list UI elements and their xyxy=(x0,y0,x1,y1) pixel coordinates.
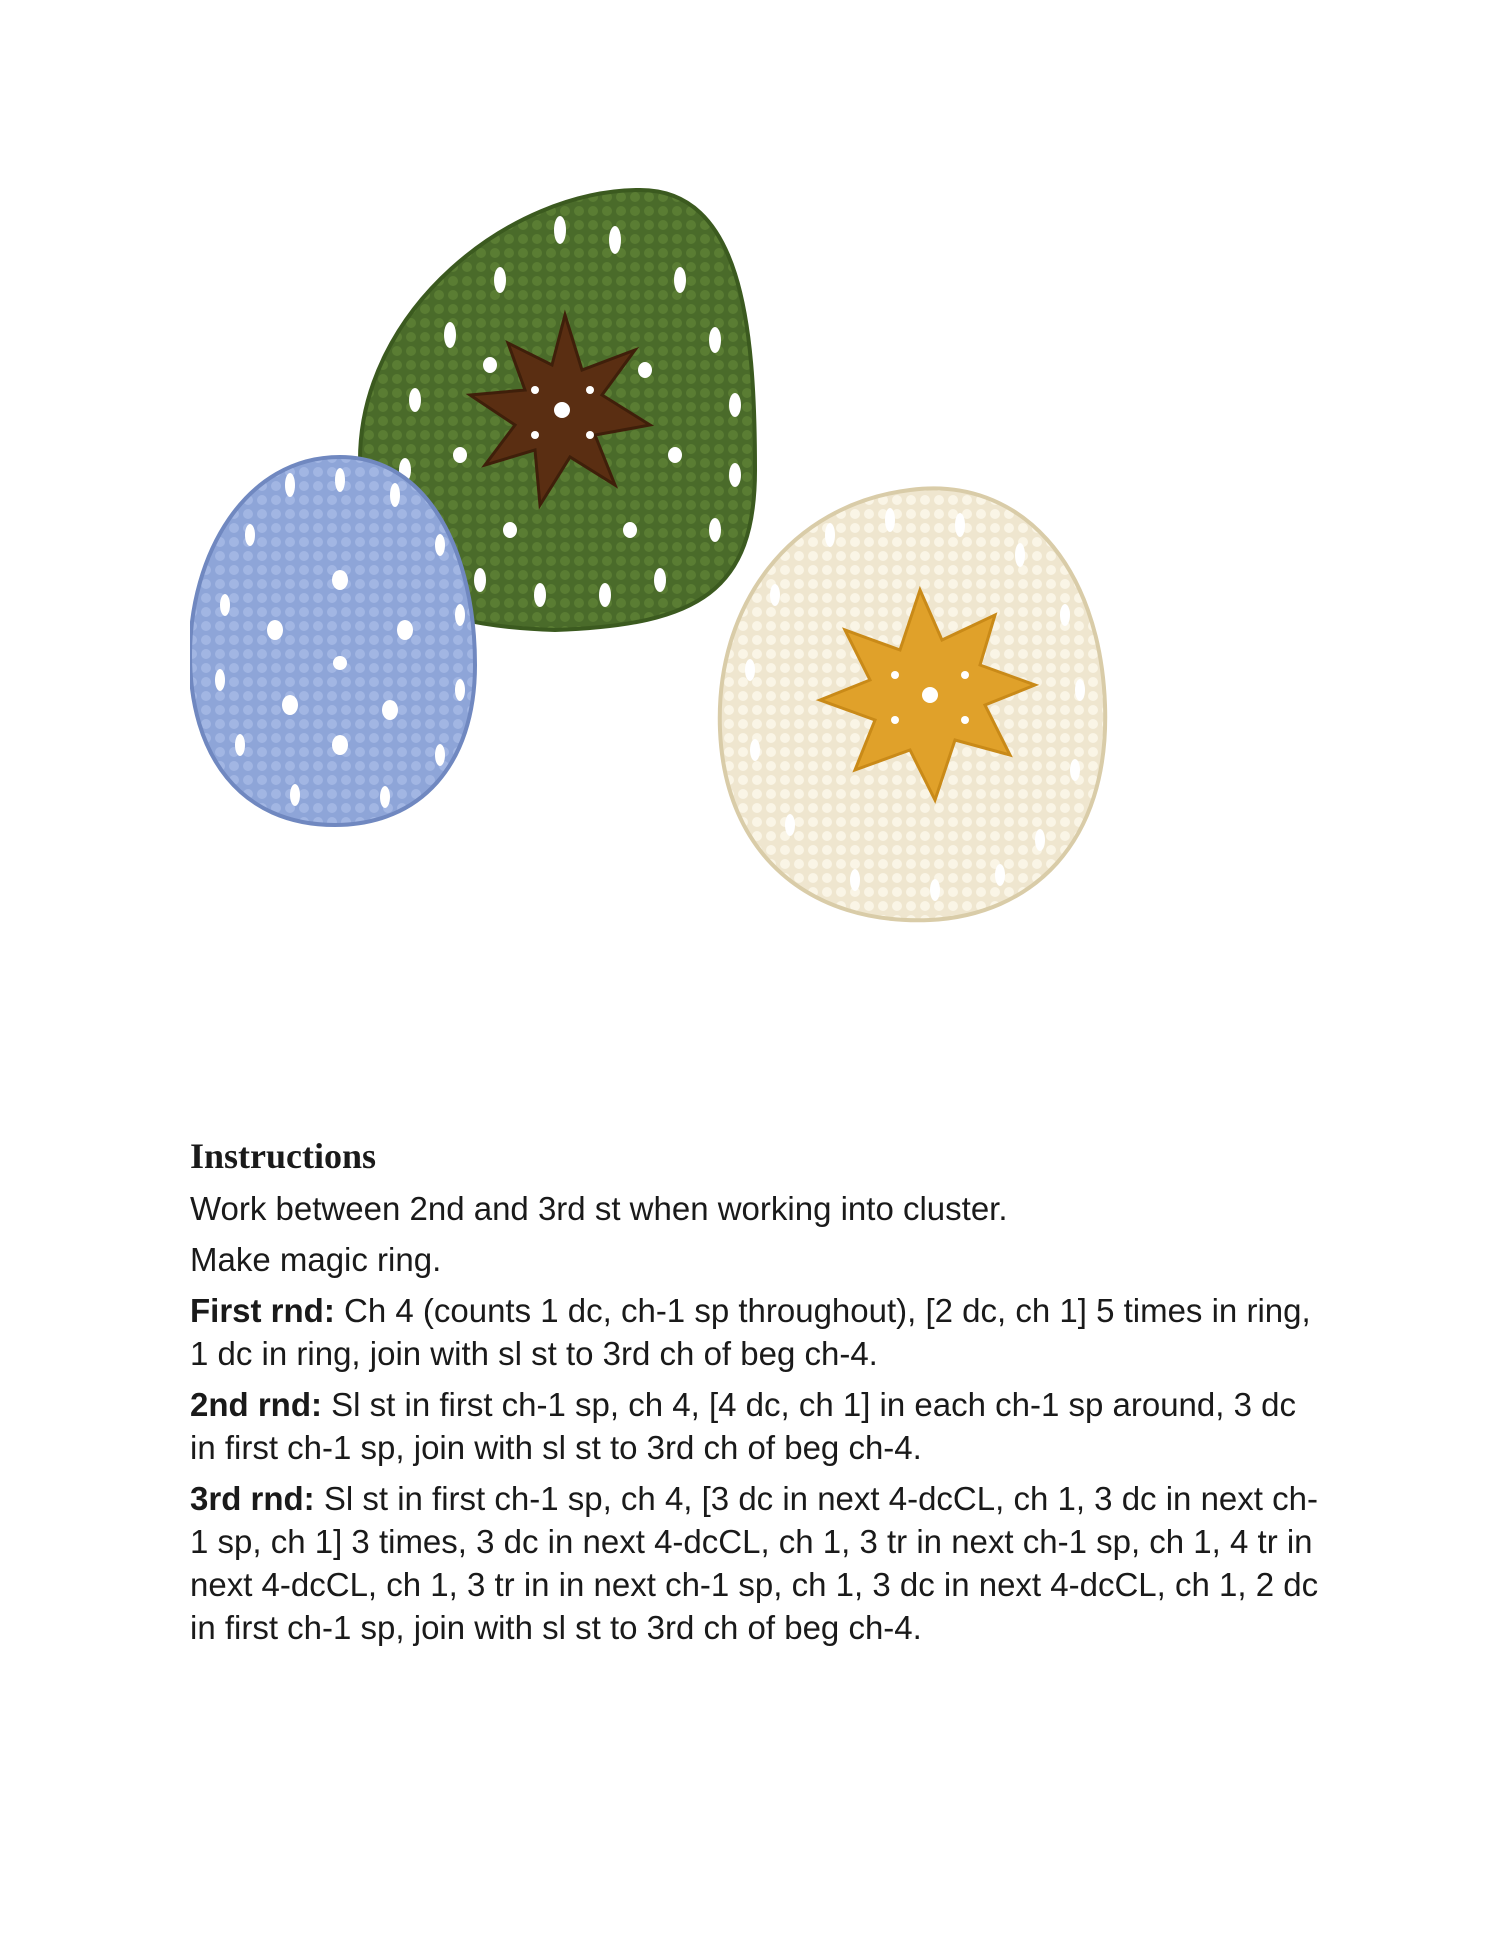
round-2-label: 2nd rnd: xyxy=(190,1386,322,1423)
round-2 xyxy=(190,1383,1320,1469)
round-1-text: Ch 4 (counts 1 dc, ch-1 sp throughout), [2 dc, ch 1] 5 times in ring, 1 dc in ring, join with sl st to 3rd ch of beg ch-4. xyxy=(190,1292,1311,1372)
round-1 xyxy=(190,1289,1320,1375)
intro-note: Work between 2nd and 3rd st when working into cluster. xyxy=(190,1190,1008,1227)
round-1-label: First rnd: xyxy=(190,1292,335,1329)
round-2-text: Sl st in first ch-1 sp, ch 4, [4 dc, ch 1] in each ch-1 sp around, 3 dc in first ch-1 sp, join with sl st to 3rd ch of beg ch-4. xyxy=(190,1386,1296,1466)
instructions-heading: Instructions xyxy=(190,1136,377,1176)
round-3-text: Sl st in first ch-1 sp, ch 4, [3 dc in next 4-dcCL, ch 1, 3 dc in next ch-1 sp, ch 1] 3 times, 3 dc in next 4-dcCL, ch 1, 3 tr in next ch-1 sp, ch 1, 4 tr in next 4-dcCL, ch 1, 3 tr in in next ch-1 sp, ch 1, 3 dc in next 4-dcCL, ch 1, 2 dc in first ch-1 sp, join with sl st to 3rd ch of beg ch-4. xyxy=(190,1480,1319,1646)
cream-egg-motif xyxy=(720,488,1105,920)
crochet-eggs-photo xyxy=(190,185,1310,1075)
instructions-section xyxy=(190,1135,1320,1657)
blue-egg-motif xyxy=(190,457,475,825)
round-3-label: 3rd rnd: xyxy=(190,1480,315,1517)
round-3 xyxy=(190,1477,1320,1649)
intro-magic-ring: Make magic ring. xyxy=(190,1241,442,1278)
